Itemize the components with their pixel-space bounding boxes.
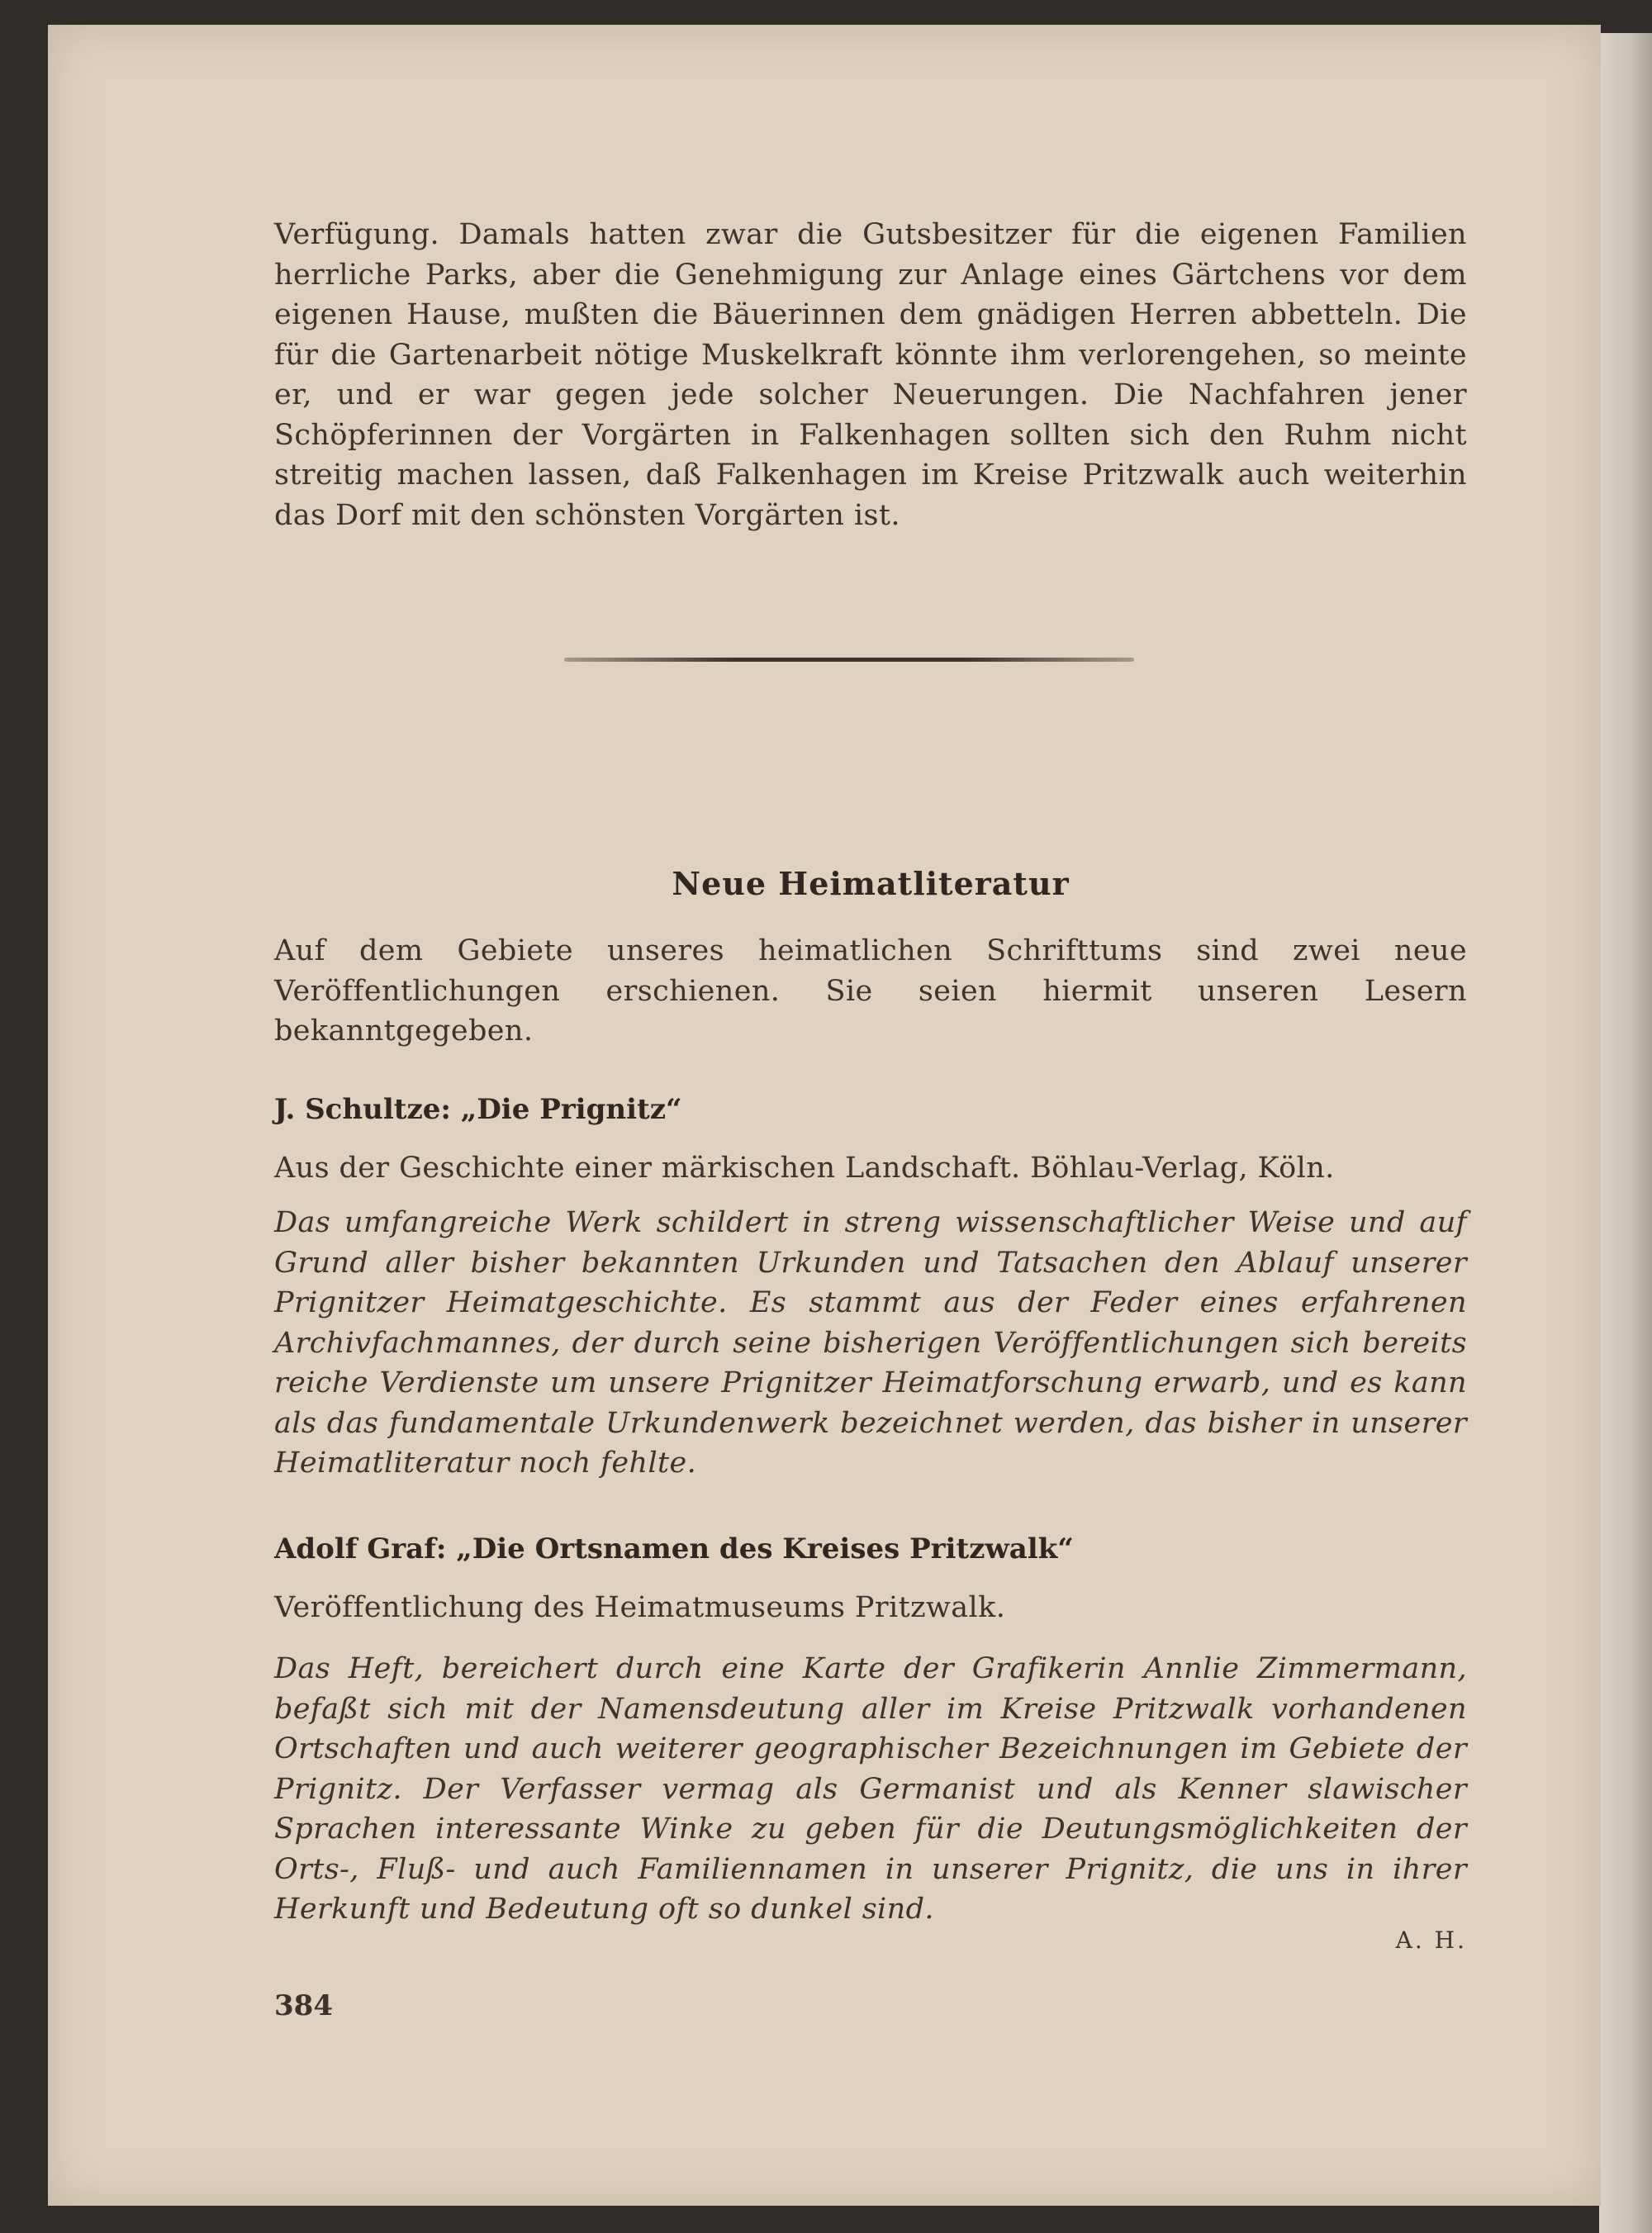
top-paragraph-block <box>274 215 1467 535</box>
book-entry-1-subtitle-block <box>274 1148 1467 1189</box>
book-entry-2-review-block <box>274 1649 1467 1930</box>
book-2-title: Adolf Graf: „Die Ortsnamen des Kreises Pritzwalk“ <box>274 1532 1074 1565</box>
page-edge-backing <box>1599 33 1652 2233</box>
book-1-title: J. Schultze: „Die Prignitz“ <box>274 1093 682 1126</box>
book-entry-2-subtitle-block <box>274 1588 1467 1628</box>
book-2-subtitle: Veröffentlichung des Heimatmuseums Pritzwalk. <box>274 1591 1006 1624</box>
author-initials: A. H. <box>1395 1927 1467 1954</box>
book-2-review: Das Heft, bereichert durch eine Karte der Grafikerin Annlie Zimmermann, befaßt sich mit der Namensdeutung aller im Kreise Pritzwalk vorhandenen Ortschaften und auch weiterer geographischer Bezeichnungen im Gebiete der Prignitz. Der Verfasser vermag als Germanist und als Kenner slawischer Sprachen interessante Winke zu geben für die Deutungsmöglichkeiten der Orts-, Fluß- und auch Familiennamen in unserer Prignitz, die uns in ihrer Herkunft und Bedeutung oft so dunkel sind. <box>274 1652 1467 1926</box>
book-page <box>48 25 1601 2206</box>
section-intro-block <box>274 931 1467 1052</box>
section-heading: Neue Heimatliteratur <box>672 865 1070 902</box>
page-number: 384 <box>274 1989 333 2022</box>
section-divider <box>564 658 1134 662</box>
section-intro: Auf dem Gebiete unseres heimatlichen Schrifttums sind zwei neue Veröffentlichungen erschienen. Sie seien hiermit unseren Lesern bekanntgegeben. <box>274 934 1467 1048</box>
book-entry-1 <box>274 1093 1467 1126</box>
book-1-review: Das umfangreiche Werk schildert in streng wissenschaftlicher Weise und auf Grund aller bisher bekannten Urkunden und Tatsachen den Ablauf unserer Prignitzer Heimatgeschichte. Es stammt aus der Feder eines erfahrenen Archivfachmannes, der durch seine bisherigen Veröffentlichungen sich bereits reiche Verdienste um unsere Prignitzer Heimatforschung erwarb, und es kann als das fundamentale Urkundenwerk bezeichnet werden, das bisher in unserer Heimatliteratur noch fehlte. <box>274 1206 1467 1480</box>
book-1-subtitle: Aus der Geschichte einer märkischen Landschaft. Böhlau-Verlag, Köln. <box>274 1152 1335 1185</box>
book-entry-1-review-block <box>274 1203 1467 1484</box>
top-paragraph: Verfügung. Damals hatten zwar die Gutsbesitzer für die eigenen Familien herrliche Parks, aber die Genehmigung zur Anlage eines Gärtchens vor dem eigenen Hause, mußten die Bäuerinnen dem gnädigen Herren abbetteln. Die für die Gartenarbeit nötige Muskelkraft könnte ihm verlorengehen, so meinte er, und er war gegen jede solcher Neuerungen. Die Nachfahren jener Schöpferinnen der Vorgärten in Falkenhagen sollten sich den Ruhm nicht streitig machen lassen, daß Falkenhagen im Kreise Pritzwalk auch weiterhin das Dorf mit den schönsten Vorgärten ist. <box>274 218 1467 532</box>
book-entry-2 <box>274 1532 1467 1565</box>
